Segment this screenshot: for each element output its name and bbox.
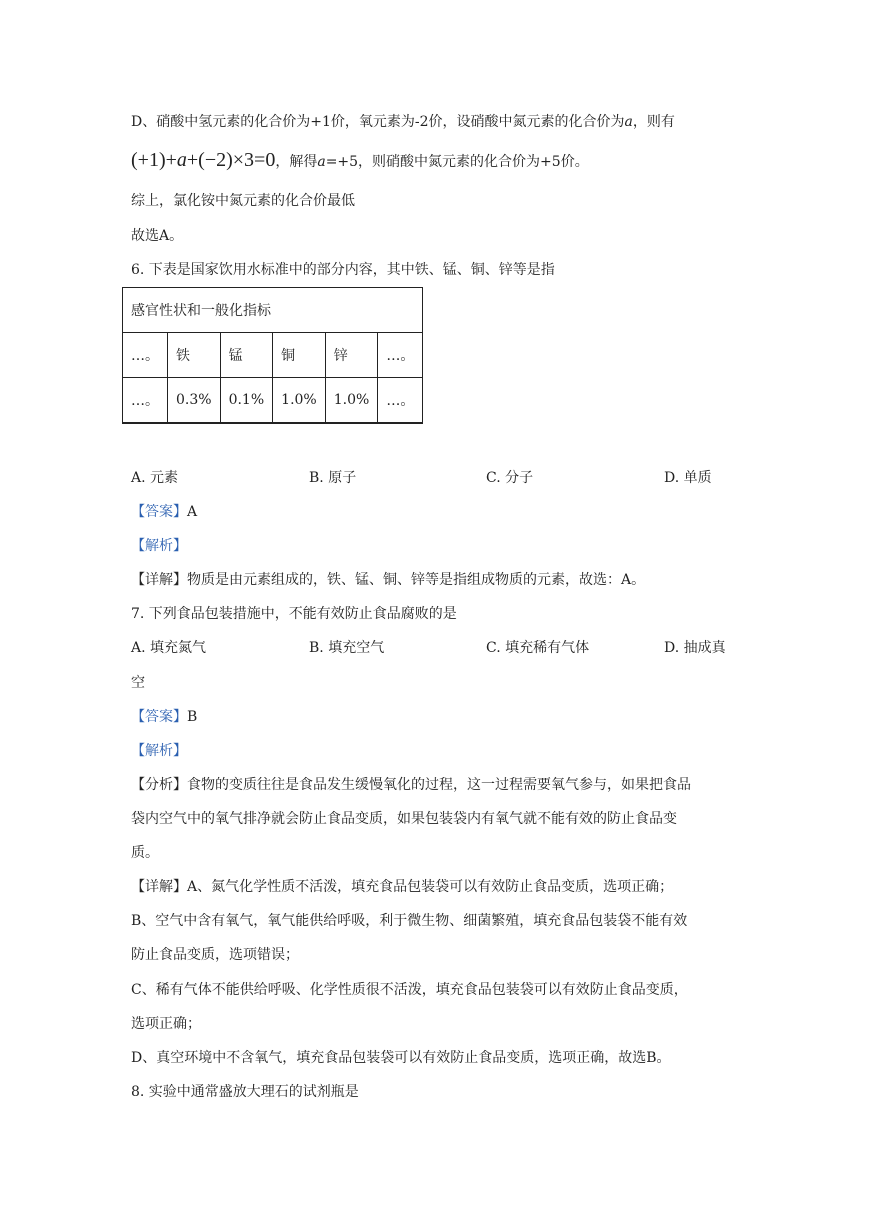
q6-option-c: C. 分子 xyxy=(486,470,534,486)
q7-option-d-wrap: 空 xyxy=(131,675,145,691)
q6-detail: 【详解】物质是由元素组成的，铁、锰、铜、锌等是指组成物质的元素，故选：A。 xyxy=(131,572,646,588)
q7-option-a: A. 填充氮气 xyxy=(131,640,207,656)
q6-option-a: A. 元素 xyxy=(131,470,179,486)
table-cell: 锰 xyxy=(220,333,273,378)
q7-detail-b2: 防止食品变质，选项错误； xyxy=(131,947,299,963)
choose-a-line: 故选A。 xyxy=(131,228,184,244)
q7-option-d: D. 抽成真 xyxy=(664,640,726,656)
table-cell: 1.0% xyxy=(273,378,326,424)
table-row xyxy=(123,378,423,424)
table-cell: …。 xyxy=(123,333,168,378)
table-cell: …。 xyxy=(378,333,423,378)
water-standard-table xyxy=(122,287,423,424)
paragraph-d-line1: D、硝酸中氢元素的化合价为+1价，氧元素为-2价，设硝酸中氮元素的化合价为a，则有 xyxy=(131,114,675,130)
table-title: 感官性状和一般化指标 xyxy=(123,288,423,333)
question-8-stem: 8. 实验中通常盛放大理石的试剂瓶是 xyxy=(131,1084,359,1100)
q7-option-b: B. 填充空气 xyxy=(309,640,385,656)
table-cell: 锌 xyxy=(325,333,378,378)
q7-option-c: C. 填充稀有气体 xyxy=(486,640,590,656)
table-cell: 0.3% xyxy=(168,378,221,424)
summary-line: 综上，氯化铵中氮元素的化合价最低 xyxy=(131,193,355,209)
table-cell: …。 xyxy=(123,378,168,424)
q7-analysis-label: 【解析】 xyxy=(131,743,187,759)
q7-detail-b1: B、空气中含有氧气，氧气能供给呼吸，利于微生物、细菌繁殖，填充食品包装袋不能有效 xyxy=(131,913,688,929)
question-7-stem: 7. 下列食品包装措施中，不能有效防止食品腐败的是 xyxy=(131,606,457,622)
q7-detail-c2: 选项正确； xyxy=(131,1016,201,1032)
table-row xyxy=(123,333,423,378)
table-cell: 铜 xyxy=(273,333,326,378)
q7-answer: 【答案】B xyxy=(131,709,198,725)
question-6-stem: 6. 下表是国家饮用水标准中的部分内容，其中铁、锰、铜、锌等是指 xyxy=(131,262,555,278)
q7-detail-c1: C、稀有气体不能供给呼吸、化学性质很不活泼，填充食品包装袋可以有效防止食品变质， xyxy=(131,982,688,998)
q7-detail-a: 【详解】A、氮气化学性质不活泼，填充食品包装袋可以有效防止食品变质，选项正确； xyxy=(131,879,674,895)
q6-analysis-label: 【解析】 xyxy=(131,538,187,554)
table-cell: …。 xyxy=(378,378,423,424)
q7-fenxi-line1: 【分析】食物的变质往往是食品发生缓慢氧化的过程，这一过程需要氧气参与，如果把食品 xyxy=(131,777,691,793)
q6-answer: 【答案】A xyxy=(131,504,198,520)
equation: (+1)+a+(−2)×3=0 xyxy=(131,149,276,171)
equation-line: (+1)+a+(−2)×3=0，解得a=+5，则硝酸中氮元素的化合价为+5价。 xyxy=(131,149,589,171)
table-cell: 0.1% xyxy=(220,378,273,424)
q7-detail-d: D、真空环境中不含氧气，填充食品包装袋可以有效防止食品变质，选项正确，故选B。 xyxy=(131,1050,671,1066)
table-cell: 1.0% xyxy=(325,378,378,424)
q6-option-d: D. 单质 xyxy=(664,470,712,486)
q7-fenxi-line2: 袋内空气中的氧气排净就会防止食品变质，如果包装袋内有氧气就不能有效的防止食品变 xyxy=(131,811,677,827)
table-cell: 铁 xyxy=(168,333,221,378)
q7-fenxi-line3: 质。 xyxy=(131,845,159,861)
q6-option-b: B. 原子 xyxy=(309,470,357,486)
